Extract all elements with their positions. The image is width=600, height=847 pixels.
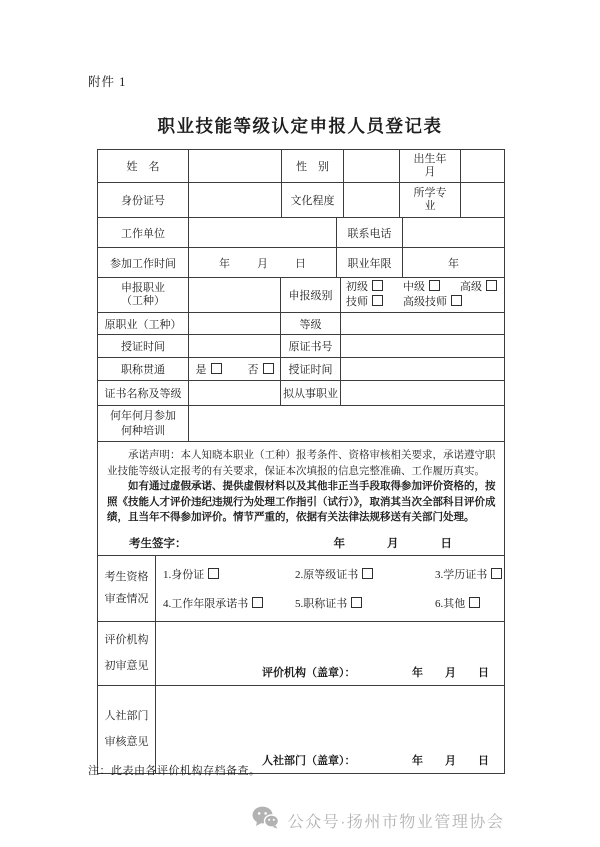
major-label: 所学专业: [400, 183, 461, 218]
intended-occupation-value: [341, 381, 505, 406]
document-item: 3.学历证书: [435, 566, 502, 582]
level-option: 技师: [346, 295, 383, 310]
month-label: 月: [445, 666, 456, 679]
declaration-cell: [98, 442, 505, 556]
year-label: 年: [412, 754, 423, 767]
title-link-label: 职称贯通: [98, 358, 189, 381]
career-years-label: 职业年限: [337, 248, 403, 278]
checkbox-icon: [469, 597, 480, 608]
section-declaration: [97, 441, 505, 556]
wechat-watermark: [78, 806, 600, 834]
intended-occupation-label: 拟从事职业: [281, 381, 341, 406]
checkbox-icon: [486, 280, 497, 291]
original-cert-no-value: [341, 335, 505, 358]
checkbox-icon: [451, 295, 462, 306]
candidate-signature-label: 考生签字：: [129, 537, 187, 550]
level-option: 高级: [460, 280, 497, 295]
section-qualification: [97, 555, 505, 622]
apply-occupation-value: [189, 278, 281, 313]
watermark-text: 公众号·扬州市物业管理协会: [287, 813, 505, 831]
month-label: 月: [445, 754, 456, 767]
document-item: 6.其他: [435, 595, 502, 611]
id-number-label: 身份证号: [98, 183, 189, 218]
checkbox-icon: [252, 597, 263, 608]
birth-label: 出生年月: [400, 150, 461, 183]
year-label: 年: [219, 257, 230, 270]
major-value: [461, 183, 505, 218]
education-value: [344, 183, 400, 218]
year-label: 年: [333, 537, 345, 550]
title-link-yesno: [189, 358, 281, 381]
section-dept-review: [97, 685, 505, 774]
career-years-value: 年: [403, 248, 505, 278]
section-training: [97, 405, 505, 442]
name-value: [189, 150, 282, 183]
dept-review-date: [412, 752, 489, 768]
qualification-items: [156, 555, 505, 621]
work-start-date: [189, 248, 337, 278]
month-label: 月: [257, 257, 268, 270]
org-review-date: [412, 664, 489, 680]
checkbox-icon: [211, 363, 222, 374]
declaration-paragraph-1: 承诺声明：本人知晓本职业（工种）报考条件、资格审核相关要求，承诺遵守职业技能等级认定报考的有关要求，保证本次填报的信息完整准确、工作履历真实。: [107, 450, 496, 477]
apply-occupation-label: 申报职业（工种）: [98, 278, 189, 313]
education-label: 文化程度: [282, 183, 344, 218]
checkbox-icon: [263, 363, 274, 374]
document-item: 2.原等级证书: [295, 566, 435, 582]
former-occupation-label: 原职业（工种）: [98, 313, 189, 335]
attachment-label: 附件 1: [88, 75, 127, 89]
checkbox-icon: [351, 597, 362, 608]
signature-date: [334, 535, 453, 551]
name-label: 姓 名: [98, 150, 189, 183]
gender-value: [344, 150, 400, 183]
org-stamp-label: 评价机构（盖章）：: [262, 666, 356, 679]
cert-name-grade-label: 证书名称及等级: [98, 381, 189, 406]
section-occupation: [97, 277, 505, 406]
gender-label: 性 别: [282, 150, 344, 183]
training-history-label: 何年何月参加何种培训: [98, 406, 189, 442]
cert-issue-time-label: 授证时间: [98, 335, 189, 358]
original-cert-no-label: 原证书号: [281, 335, 341, 358]
employer-label: 工作单位: [98, 218, 189, 248]
day-label: 日: [295, 257, 306, 270]
checkbox-icon: [491, 568, 502, 579]
org-review-label: 评价机构初审意见: [98, 621, 156, 685]
phone-label: 联系电话: [337, 218, 403, 248]
document-item: 4.工作年限承诺书: [163, 595, 295, 611]
yes-option: 是: [196, 361, 222, 377]
apply-level-label: 申报级别: [281, 278, 341, 313]
document-item: 1.身份证: [163, 566, 295, 582]
phone-value: [403, 218, 505, 248]
document-item: 5.职称证书: [295, 595, 435, 611]
archive-footnote: 注：此表由各评价机构存档备查。: [88, 765, 261, 777]
checkbox-icon: [429, 280, 440, 291]
section-org-review: [97, 621, 505, 686]
id-number-value: [189, 183, 282, 218]
title-issue-time-label: 授证时间: [281, 358, 341, 381]
level-option: 初级: [346, 280, 383, 295]
employer-value: [189, 218, 337, 248]
wechat-icon: [252, 806, 279, 834]
work-start-label: 参加工作时间: [98, 248, 189, 278]
dept-stamp-label: 人社部门（盖章）：: [262, 754, 356, 767]
candidate-signature-row: [107, 535, 496, 551]
dept-review-opinion: [156, 685, 505, 773]
apply-level-options: [341, 278, 505, 313]
training-history-value: [189, 406, 505, 442]
cert-name-grade-value: [189, 381, 281, 406]
checkbox-icon: [362, 568, 373, 579]
form-title: 职业技能等级认定申报人员登记表: [157, 116, 443, 136]
checkbox-icon: [372, 295, 383, 306]
declaration-paragraph-2: 如有通过虚假承诺、提供虚假材料以及其他非正当手段取得参加评价资格的，按照《技能人才评价违纪违规行为处理工作指引（试行）》，取消其当次全部科目评价成绩，且当年不得参加评价。情节严重的，依据有关法律法规移送有关部门处理。: [107, 481, 496, 523]
day-label: 日: [478, 666, 489, 679]
no-option: 否: [248, 361, 274, 377]
birth-value: [461, 150, 505, 183]
section-identity: [97, 149, 505, 218]
grade-value: [341, 313, 505, 335]
level-option: 高级技师: [403, 295, 462, 310]
grade-label: 等级: [281, 313, 341, 335]
org-review-opinion: [156, 621, 505, 685]
former-occupation-value: [189, 313, 281, 335]
qualification-review-label: 考生资格审查情况: [98, 555, 156, 621]
month-label: 月: [387, 537, 399, 550]
day-label: 日: [440, 537, 452, 550]
title-issue-time-value: [341, 358, 505, 381]
checkbox-icon: [208, 568, 219, 579]
year-label: 年: [412, 666, 423, 679]
cert-issue-time-value: [189, 335, 281, 358]
checkbox-icon: [372, 280, 383, 291]
level-option: 中级: [403, 280, 440, 295]
day-label: 日: [478, 754, 489, 767]
dept-review-label: 人社部门审核意见: [98, 685, 156, 773]
section-work: [97, 217, 505, 278]
registration-form-table: [97, 150, 504, 774]
